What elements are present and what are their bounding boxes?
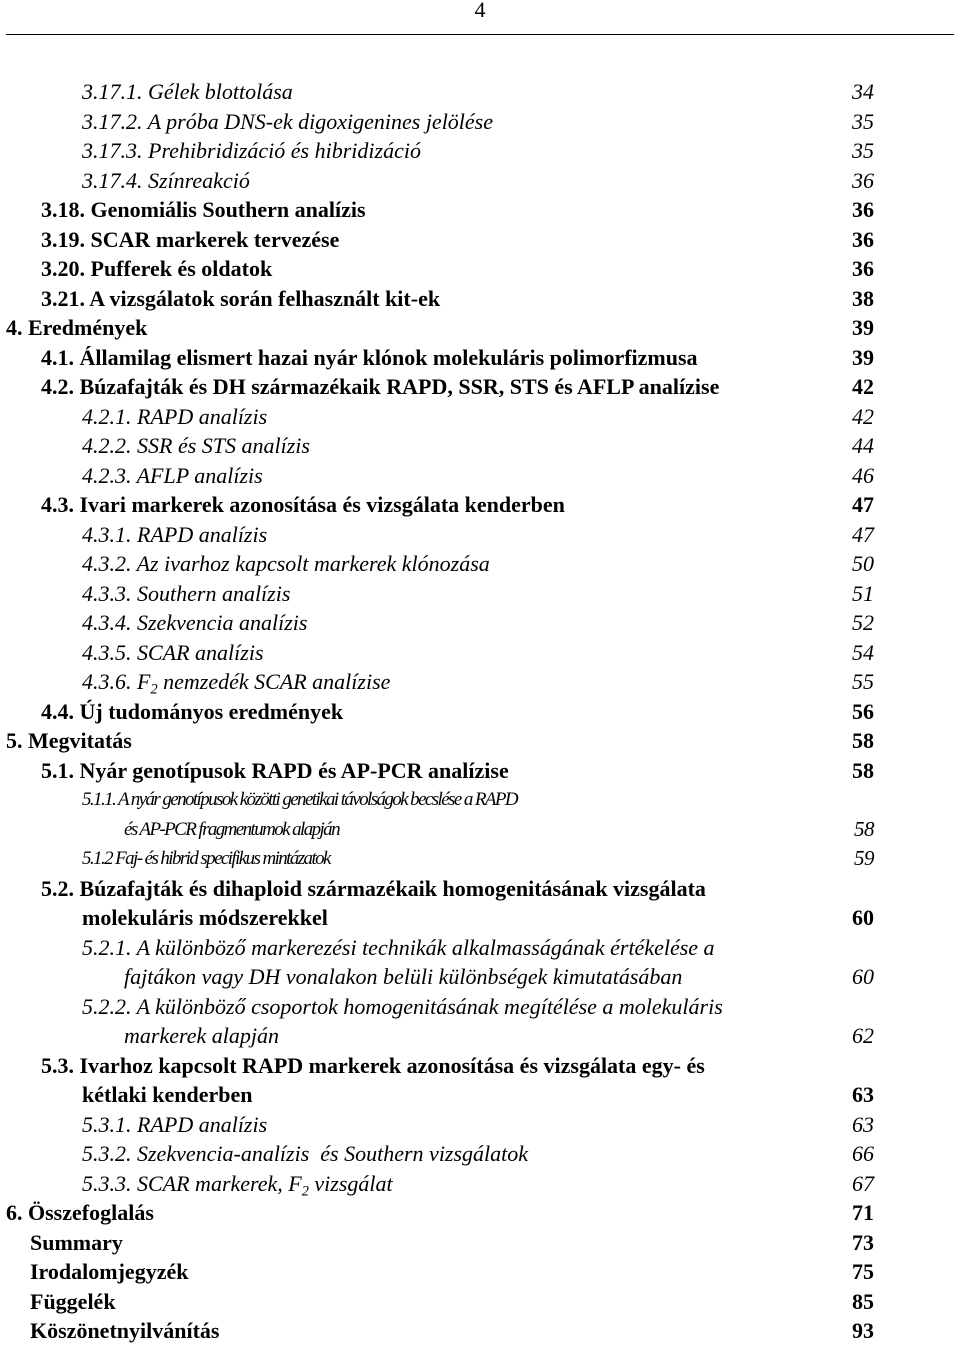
toc-entry-title: 4.2.3. AFLP analízis [82, 462, 263, 488]
toc-entry [0, 77, 960, 107]
toc-entry [0, 107, 960, 137]
toc-entry [0, 903, 960, 933]
toc-entry [0, 1316, 960, 1346]
toc-entry [0, 490, 960, 520]
toc-entry [0, 520, 960, 550]
toc-entry [0, 549, 960, 579]
toc-entry-title: 4. Eredmények [6, 315, 148, 340]
toc-entry-title: és AP-PCR fragmentumok alapján [124, 818, 339, 840]
toc-entry-title: markerek alapján [124, 1023, 279, 1048]
toc-entry [0, 461, 960, 491]
toc-entry [0, 844, 960, 874]
toc-entry-title: 5.1.2 Faj- és hibrid specifikus mintázatok [82, 848, 330, 869]
toc-entry [0, 136, 960, 166]
page-number: 4 [474, 0, 486, 22]
toc-entry-title: 3.17.1. Gélek blottolása [82, 79, 293, 104]
toc-entry-title: 3.18. Genomiális Southern analízis [41, 197, 366, 222]
toc-entry-title: 5.2. Búzafajták és dihaploid származékaik homogenitásának vizsgálata [41, 875, 706, 901]
toc-entry-title: 5.3. Ivarhoz kapcsolt RAPD markerek azonosítása és vizsgálata egy- és [41, 1052, 705, 1078]
toc-entry-page: 58 [852, 728, 874, 753]
toc-entry [0, 933, 960, 963]
toc-entry-page: 36 [852, 197, 874, 222]
toc-entry-title: 5.2.2. A különböző csoportok homogenitásának megítélése a molekuláris [82, 993, 723, 1019]
toc-entry-title: 3.20. Pufferek és oldatok [41, 256, 273, 281]
toc-entry [0, 431, 960, 461]
toc-entry-title: 5.3.3. SCAR markerek, $F_2$ vizsgálat [82, 1170, 393, 1199]
toc-entry [0, 402, 960, 432]
toc-entry [0, 1080, 960, 1110]
toc-entry-page: 63 [852, 1111, 874, 1137]
toc-entry [0, 756, 960, 786]
toc-entry-title: 4.3.3. Southern analízis [82, 580, 291, 606]
toc-entry [0, 343, 960, 373]
toc-entry-title: 5.1. Nyár genotípusok RAPD és AP-PCR analízise [41, 757, 509, 783]
toc-entry [0, 284, 960, 314]
toc-entry-page: 56 [852, 698, 874, 724]
toc-entry [0, 992, 960, 1022]
toc-entry [0, 1110, 960, 1140]
toc-entry-title: molekuláris módszerekkel [82, 905, 328, 930]
toc-entry-page: 39 [852, 315, 874, 340]
toc-entry-title: 5.1.1. A nyár genotípusok közötti genetikai távolságok becslése a RAPD [82, 789, 518, 810]
toc-entry-title: 3.19. SCAR markerek tervezése [41, 226, 340, 252]
toc-entry-title: 5.3.2. Szekvencia-analízis és Southern vizsgálatok [82, 1141, 529, 1166]
toc-entry [0, 579, 960, 609]
toc-entry-title: 5.2.1. A különböző markerezési technikák alkalmasságának értékelése a [82, 934, 715, 960]
toc-entry-title: Köszönetnyilvánítás [30, 1318, 220, 1343]
toc-entry-title: 4.2.1. RAPD analízis [82, 403, 268, 429]
toc-entry [0, 962, 960, 992]
toc-entry-title: 4.2.2. SSR és STS analízis [82, 433, 310, 458]
toc-entry-page: 62 [852, 1023, 874, 1048]
toc-entry [0, 638, 960, 668]
toc-entry-title: 4.3.4. Szekvencia analízis [82, 610, 308, 635]
toc-entry [0, 1198, 960, 1228]
toc-entry-page: 35 [852, 138, 874, 163]
toc-entry [0, 1169, 960, 1199]
toc-entry [0, 785, 960, 815]
toc-entry [0, 815, 960, 845]
toc-entry-page: 47 [852, 521, 874, 547]
toc-entry-title: 5. Megvitatás [6, 728, 132, 753]
toc-entry-page: 34 [852, 79, 874, 104]
toc-entry-title: 4.4. Új tudományos eredmények [41, 698, 344, 724]
toc-entry [0, 195, 960, 225]
toc-entry-title: 4.3.6. $F_2$ nemzedék SCAR analízise [82, 669, 391, 698]
toc-entry-page: 63 [852, 1082, 874, 1107]
toc-entry-title: 6. Összefoglalás [6, 1200, 154, 1225]
toc-entry-title: 3.17.2. A próba DNS-ek digoxigenines jelölése [82, 108, 494, 134]
toc-entry-page: 60 [852, 964, 874, 989]
toc-entry [0, 372, 960, 402]
toc-entry-page: 71 [852, 1200, 874, 1225]
toc-entry [0, 254, 960, 284]
toc-entry-page: 52 [852, 610, 874, 635]
toc-entry-page: 54 [852, 639, 874, 665]
toc-entry-title: fajtákon vagy DH vonalakon belüli különbségek kimutatásában [124, 964, 683, 989]
toc-entry-page: 44 [852, 433, 874, 458]
toc-entry-page: 36 [852, 226, 874, 252]
toc-entry [0, 225, 960, 255]
toc-entry-page: 39 [852, 344, 874, 370]
toc-entry-page: 50 [852, 551, 874, 576]
toc-entry-page: 66 [852, 1141, 874, 1166]
toc-entry-title: 4.1. Államilag elismert hazai nyár klónok molekuláris polimorfizmusa [41, 344, 698, 370]
toc-entry-page: 67 [852, 1170, 874, 1196]
toc-entry [0, 313, 960, 343]
toc-entry [0, 166, 960, 196]
toc-entry-page: 75 [852, 1259, 874, 1284]
toc-entry-page: 59 [854, 846, 874, 870]
table-of-contents [0, 77, 960, 1346]
toc-entry-page: 38 [852, 285, 874, 311]
toc-entry [0, 1257, 960, 1287]
toc-entry [0, 1051, 960, 1081]
toc-entry-title: 4.3.2. Az ivarhoz kapcsolt markerek klónozása [82, 551, 490, 576]
toc-entry-page: 58 [852, 757, 874, 783]
toc-entry [0, 1021, 960, 1051]
toc-entry-page: 35 [852, 108, 874, 134]
toc-entry [0, 726, 960, 756]
toc-entry-page: 46 [852, 462, 874, 488]
toc-entry-title: 3.17.4. Színreakció [82, 167, 250, 193]
toc-entry-title: 4.3. Ivari markerek azonosítása és vizsgálata kenderben [41, 492, 565, 517]
toc-entry [0, 697, 960, 727]
toc-entry-page: 42 [852, 403, 874, 429]
toc-entry-title: 5.3.1. RAPD analízis [82, 1111, 268, 1137]
toc-entry-page: 93 [852, 1318, 874, 1343]
toc-entry-title: 4.3.5. SCAR analízis [82, 639, 264, 665]
toc-entry-page: 73 [852, 1229, 874, 1255]
toc-entry-title: 3.21. A vizsgálatok során felhasznált kit-ek [41, 285, 441, 311]
toc-entry [0, 1139, 960, 1169]
toc-entry-title: kétlaki kenderben [82, 1082, 253, 1107]
toc-entry-page: 36 [852, 167, 874, 193]
toc-entry-page: 47 [852, 492, 874, 517]
toc-entry-page: 85 [852, 1288, 874, 1314]
toc-entry-title: Irodalomjegyzék [30, 1259, 189, 1284]
toc-entry [0, 608, 960, 638]
toc-entry-title: 4.3.1. RAPD analízis [82, 521, 268, 547]
toc-entry-page: 51 [852, 580, 874, 606]
toc-entry [0, 874, 960, 904]
toc-entry [0, 1228, 960, 1258]
toc-entry [0, 667, 960, 697]
toc-entry-page: 42 [852, 374, 874, 399]
toc-entry-page: 60 [852, 905, 874, 930]
toc-entry-title: 4.2. Búzafajták és DH származékaik RAPD, SSR, STS és AFLP analízise [41, 374, 720, 399]
toc-entry [0, 1287, 960, 1317]
toc-entry-title: Summary [30, 1229, 123, 1255]
toc-entry-title: Függelék [30, 1288, 116, 1314]
toc-entry-page: 36 [852, 256, 874, 281]
header-rule [6, 34, 954, 35]
toc-entry-title: 3.17.3. Prehibridizáció és hibridizáció [82, 138, 421, 163]
toc-entry-page: 55 [852, 669, 874, 694]
toc-entry-page: 58 [854, 816, 874, 841]
